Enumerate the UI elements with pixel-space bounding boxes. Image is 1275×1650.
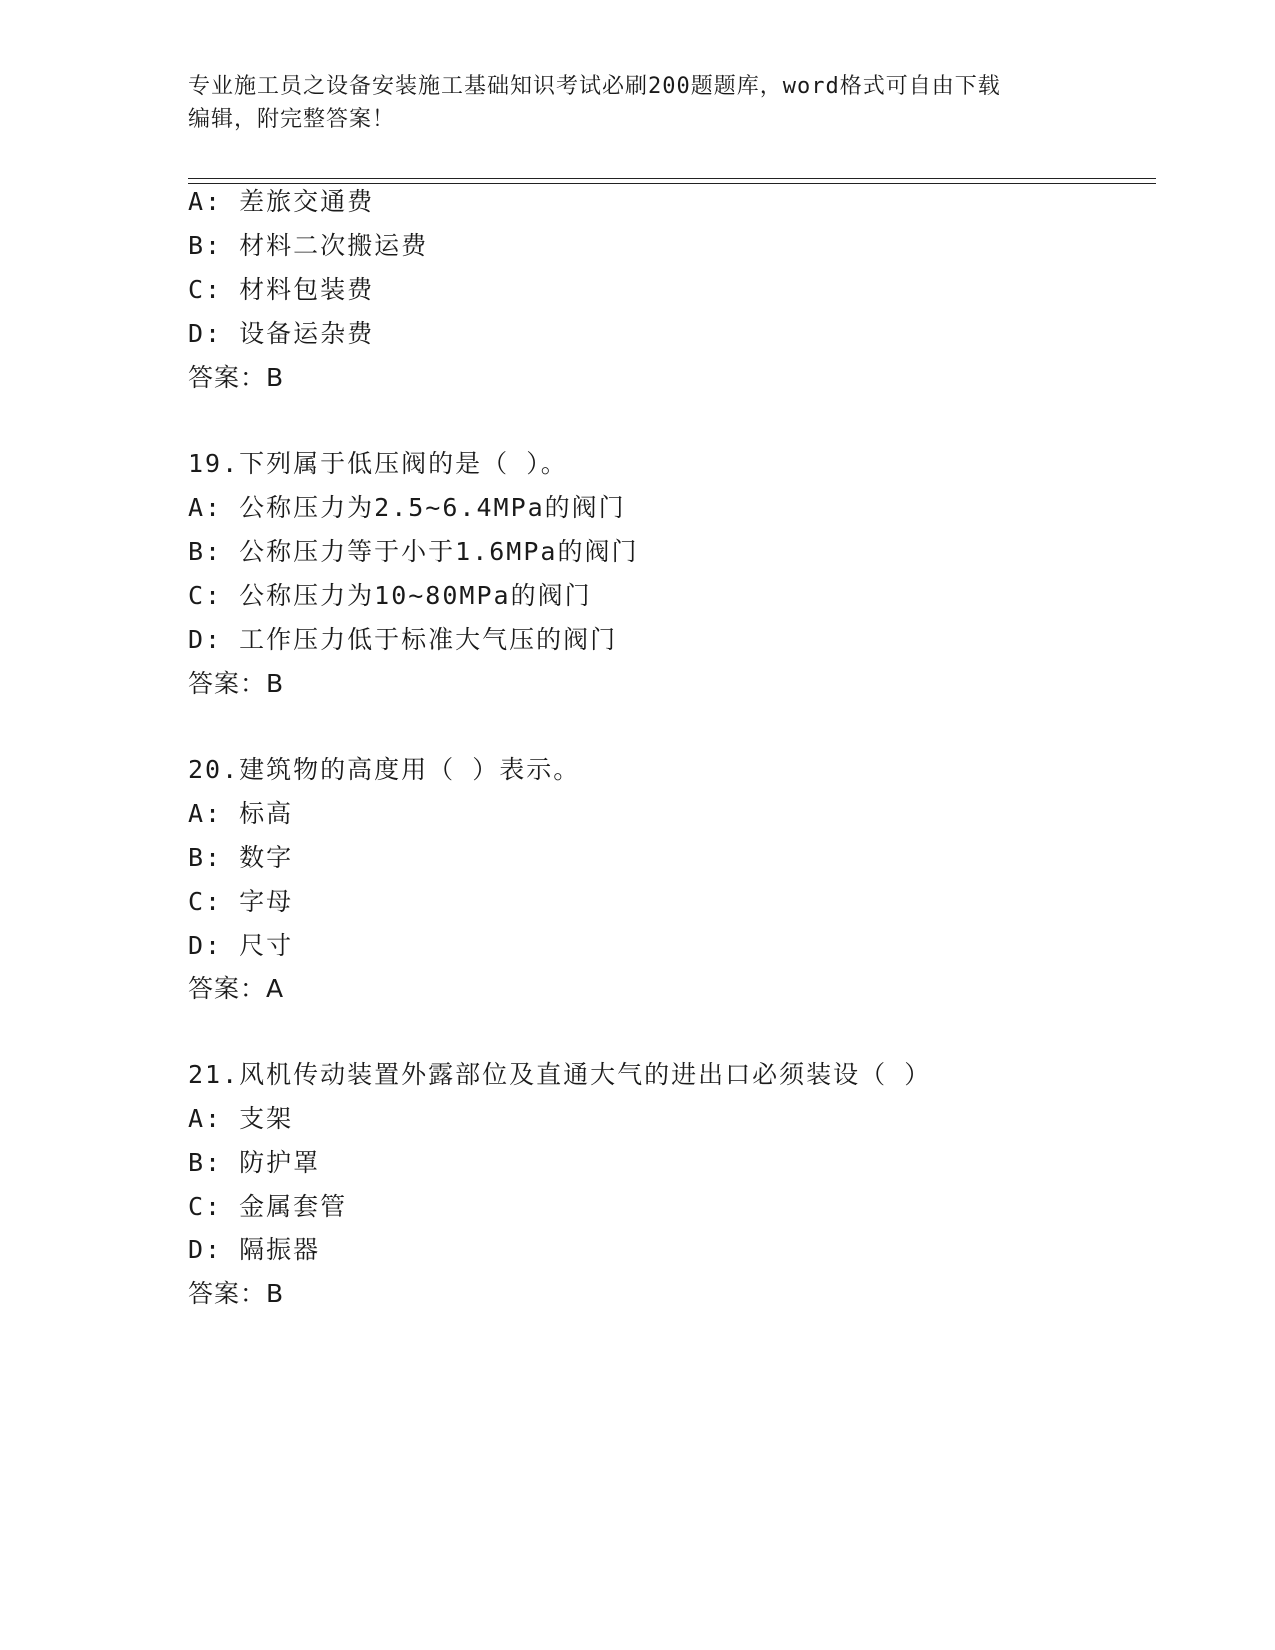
- header-divider-bottom: [188, 183, 1156, 184]
- q19-option-b: B: 公称压力等于小于1.6MPa的阀门: [188, 537, 639, 566]
- header-line-2: 编辑，附完整答案！: [188, 107, 396, 132]
- prev-option-a: A: 差旅交通费: [188, 187, 375, 216]
- header-line-1: 专业施工员之设备安装施工基础知识考试必刷200题题库，word格式可自由下载: [188, 74, 1001, 99]
- header-divider-top: [188, 178, 1156, 179]
- q19-option-a: A: 公称压力为2.5~6.4MPa的阀门: [188, 493, 626, 522]
- prev-option-d: D: 设备运杂费: [188, 319, 375, 348]
- prev-option-b: B: 材料二次搬运费: [188, 231, 429, 260]
- q20-option-a: A: 标高: [188, 799, 294, 828]
- q20-answer: 答案：A: [188, 974, 285, 1003]
- q21-option-b: B: 防护罩: [188, 1148, 321, 1177]
- q21-answer: 答案：B: [188, 1279, 285, 1308]
- document-header: [188, 70, 1068, 136]
- prev-answer: 答案：B: [188, 363, 285, 392]
- q20-option-d: D: 尺寸: [188, 931, 294, 960]
- q21-stem: 21.风机传动装置外露部位及直通大气的进出口必须装设（ ）: [188, 1060, 932, 1089]
- q20-option-b: B: 数字: [188, 843, 294, 872]
- q19-answer: 答案：B: [188, 669, 285, 698]
- q21-option-c: C: 金属套管: [188, 1192, 348, 1221]
- q21-option-d: D: 隔振器: [188, 1235, 321, 1264]
- q19-stem: 19.下列属于低压阀的是（ ）。: [188, 449, 568, 478]
- prev-option-c: C: 材料包装费: [188, 275, 375, 304]
- q19-option-c: C: 公称压力为10~80MPa的阀门: [188, 581, 592, 610]
- q19-option-d: D: 工作压力低于标准大气压的阀门: [188, 625, 618, 654]
- q20-option-c: C: 字母: [188, 887, 294, 916]
- q20-stem: 20.建筑物的高度用（ ）表示。: [188, 755, 581, 784]
- q21-option-a: A: 支架: [188, 1104, 294, 1133]
